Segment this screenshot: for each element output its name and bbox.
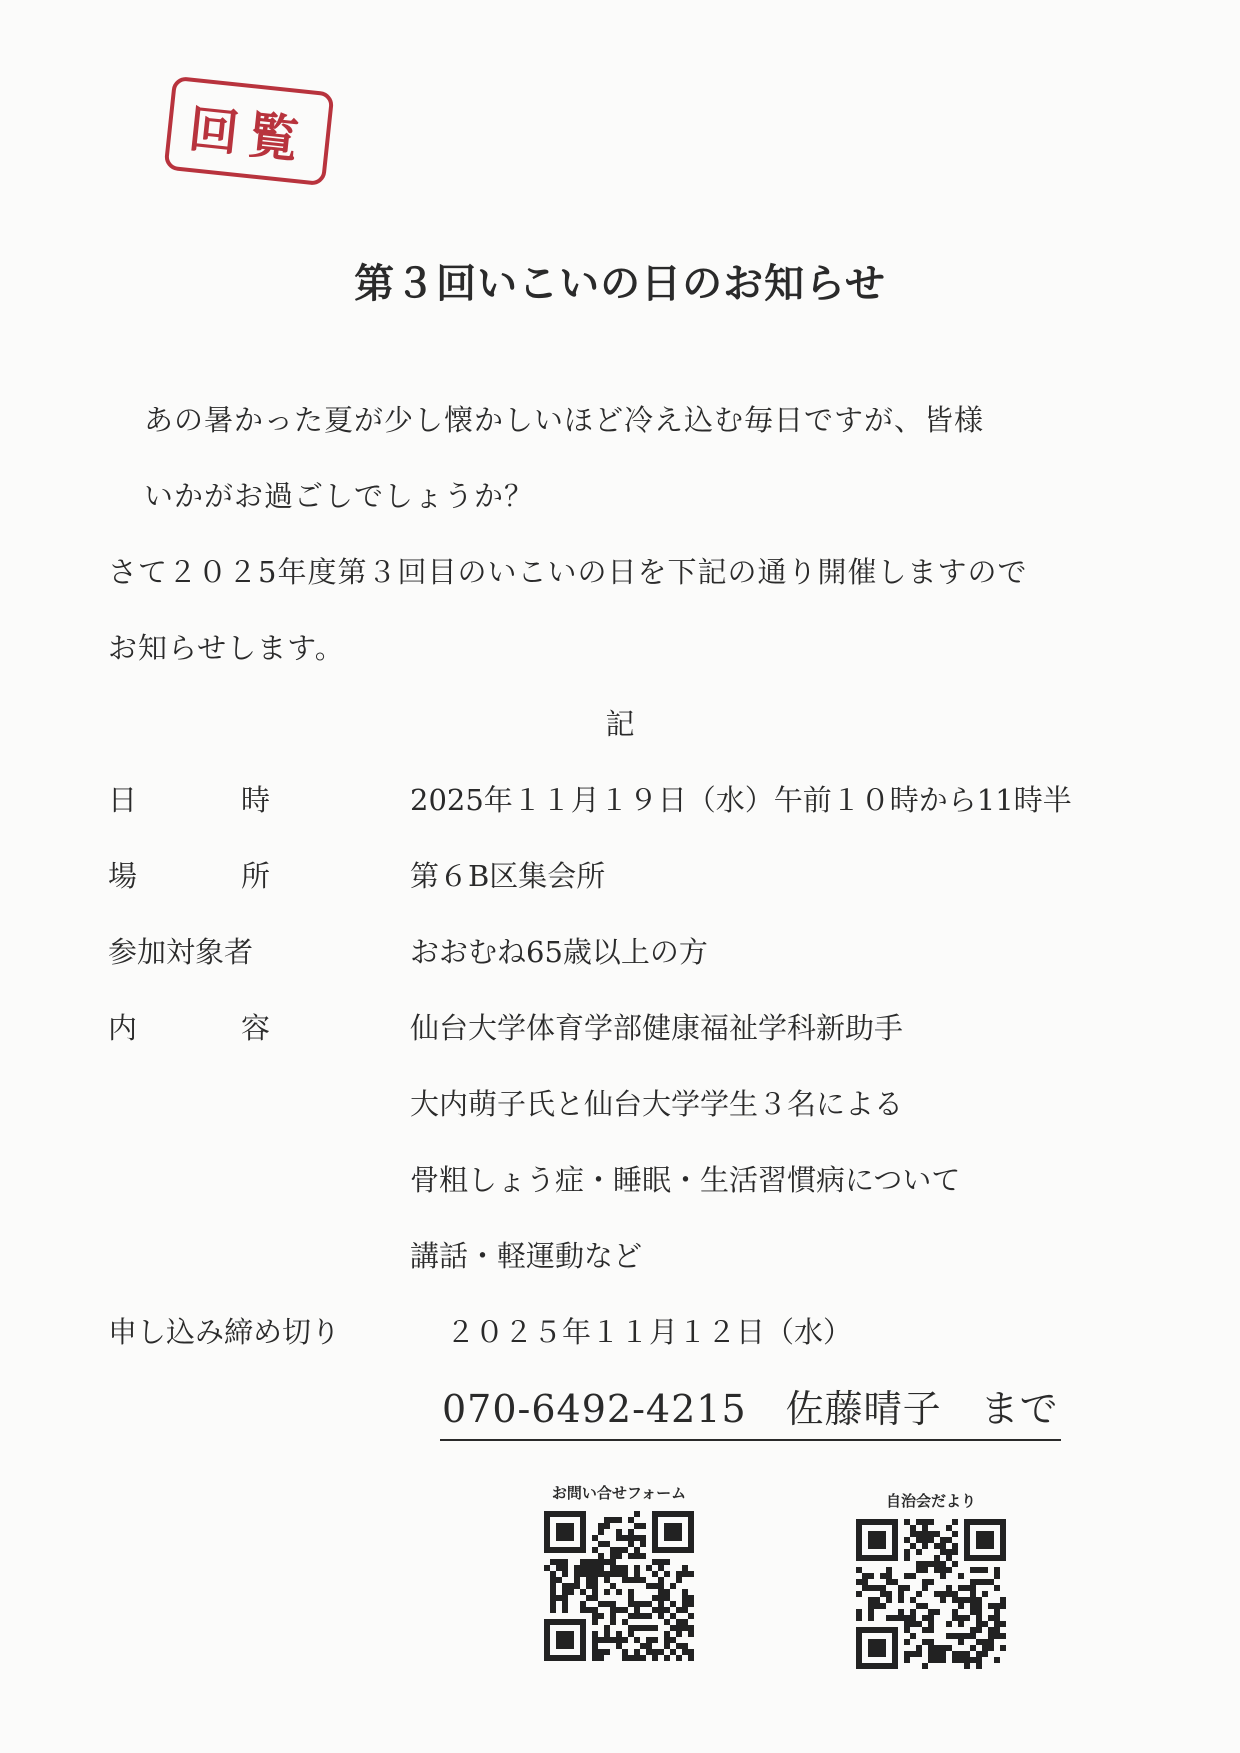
content-line-3: 骨粗しょう症・睡眠・生活習慣病について	[410, 1163, 961, 1197]
place-value: 第６B区集会所	[410, 859, 606, 893]
content-line-1: 仙台大学体育学部健康福祉学科新助手	[410, 1011, 904, 1045]
intro-line-2: いかがお過ごしでしょうか？	[144, 479, 535, 513]
content-label-b: 容	[240, 1011, 270, 1045]
content-line-4: 講話・軽運動など	[410, 1239, 643, 1273]
place-label-a: 場	[108, 859, 138, 893]
place-label	[108, 854, 270, 895]
datetime-label-a: 日	[108, 783, 138, 817]
qr-code-icon[interactable]	[856, 1519, 1006, 1669]
contact-info: 070-6492-4215 佐藤晴子 まで	[440, 1378, 1061, 1441]
deadline-label: 申し込み締め切り	[108, 1315, 341, 1349]
intro-line-4: お知らせします。	[108, 631, 345, 665]
datetime-label-b: 時	[240, 783, 270, 817]
deadline-value: ２０２５年１１月１２日（水）	[446, 1315, 853, 1349]
qr-newsletter-label: 自治会だより	[885, 1492, 976, 1510]
content-label	[108, 1006, 270, 1047]
circulation-stamp	[164, 76, 335, 186]
content-line-2: 大内萌子氏と仙台大学学生３名による	[410, 1087, 904, 1121]
target-label: 参加対象者	[108, 935, 254, 969]
place-label-b: 所	[240, 859, 270, 893]
intro-line-1: あの暑かった夏が少し懐かしいほど冷え込む毎日ですが、皆様	[144, 403, 985, 437]
datetime-value: 2025年１１月１９日（水）午前１０時から11時半	[410, 783, 1072, 817]
page-title: 第３回いこいの日のお知らせ	[354, 260, 886, 307]
target-value: おおむね65歳以上の方	[410, 935, 708, 969]
qr-newsletter[interactable]	[846, 1490, 1016, 1669]
qr-code-icon[interactable]	[544, 1511, 694, 1661]
ki-heading: 記	[605, 707, 635, 741]
content-label-a: 内	[108, 1011, 138, 1045]
intro-line-3: さて２０２5年度第３回目のいこいの日を下記の通り開催しますので	[108, 555, 1028, 589]
stamp-text: 回覧	[185, 98, 312, 171]
datetime-label	[108, 778, 270, 819]
qr-inquiry-form[interactable]	[534, 1482, 704, 1661]
qr-inquiry-label: お問い合せフォーム	[551, 1484, 687, 1502]
